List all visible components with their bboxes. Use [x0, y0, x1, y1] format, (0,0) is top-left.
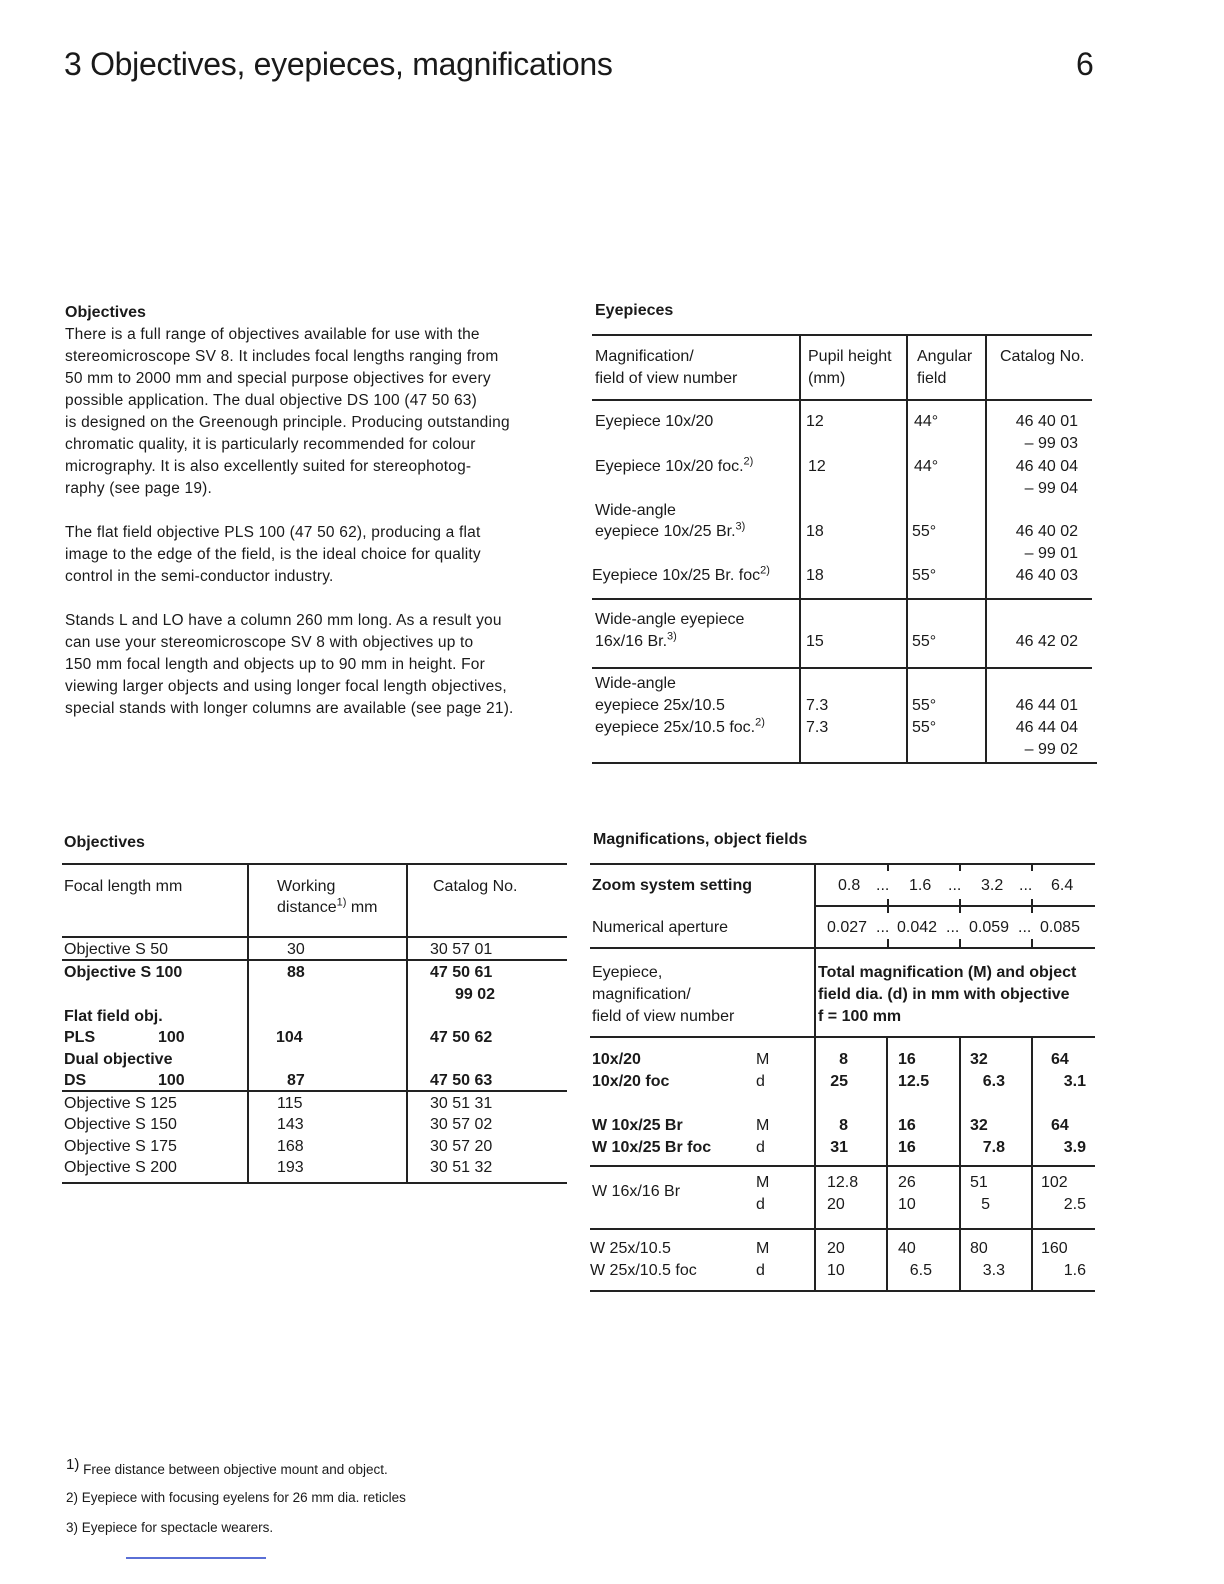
zoom-value: 3.2 [981, 877, 1004, 894]
objective-name: Objective S 175 [64, 1138, 177, 1155]
objective-catalog: 47 50 61 [430, 964, 493, 981]
eyepiece-pupil: 18 [806, 567, 824, 584]
col-header-field: field [917, 370, 947, 387]
eyepiece-pupil: 12 [806, 413, 824, 430]
mag-value: 20 [827, 1240, 845, 1257]
zoom-ellipsis: ... [876, 877, 890, 894]
objective-name: PLS [64, 1029, 96, 1046]
table-column-rule [799, 335, 801, 763]
mag-value: 6.5 [909, 1262, 932, 1279]
zoom-tick [959, 939, 961, 947]
eyepiece-angle: 55° [912, 719, 937, 736]
footnote-ref: 1) [336, 896, 347, 909]
table-column-rule [906, 335, 908, 763]
mag-value: 5 [981, 1196, 990, 1213]
objective-working-distance: 30 [287, 941, 305, 958]
objective-name: Flat field obj. [64, 1008, 163, 1025]
col-header-pupil: Pupil height [808, 348, 892, 365]
mag-value: 7.8 [982, 1139, 1005, 1156]
na-label: Numerical aperture [592, 919, 729, 936]
mag-value: 3.1 [1063, 1073, 1086, 1090]
objective-catalog: 47 50 62 [430, 1029, 493, 1046]
table-rule [590, 1165, 1095, 1167]
mag-eyepiece-name: W 10x/25 Br [592, 1117, 683, 1134]
eyepiece-name-text: eyepiece 25x/10.5 foc. [595, 719, 756, 736]
text-line: 150 mm focal length and objects up to 90 mm in height. For [65, 656, 485, 673]
eyepiece-col-label: magnification/ [592, 986, 691, 1003]
mag-type: M [756, 1117, 770, 1134]
objective-catalog: 47 50 63 [430, 1072, 493, 1089]
mag-value: 16 [898, 1139, 916, 1156]
footnote-text: Eyepiece for spectacle wearers. [81, 1520, 274, 1535]
eyepiece-catalog: – 99 04 [1024, 480, 1078, 497]
mag-eyepiece-name: 10x/20 foc [592, 1073, 670, 1090]
objective-catalog: 30 51 31 [430, 1095, 493, 1112]
eyepiece-name [595, 456, 753, 478]
na-value: 0.042 [897, 919, 938, 936]
col-header-distance [277, 897, 377, 919]
zoom-tick [959, 899, 961, 913]
na-value: 0.085 [1040, 919, 1081, 936]
objective-name: Dual objective [64, 1051, 173, 1068]
col-header-catalog: Catalog No. [1000, 348, 1085, 365]
objective-name: Objective S 150 [64, 1116, 177, 1133]
text-line: viewing larger objects and using longer focal length objectives, [65, 678, 507, 695]
text-line: micrography. It is also excellently suited for stereophotog- [65, 458, 472, 475]
eyepiece-catalog: 46 44 01 [1015, 697, 1078, 714]
eyepiece-catalog: 46 40 01 [1015, 413, 1078, 430]
mag-eyepiece-name: W 25x/10.5 foc [590, 1262, 697, 1279]
mag-type: M [756, 1240, 770, 1257]
text-line: possible application. The dual objective DS 100 (47 50 63) [65, 392, 477, 409]
col-header-catalog: Catalog No. [433, 878, 518, 895]
footnote-2 [66, 1490, 406, 1505]
table-rule [62, 1182, 567, 1184]
objectives-paragraph-1 [65, 324, 575, 500]
eyepiece-angle: 55° [912, 523, 937, 540]
mag-value: 20 [827, 1196, 845, 1213]
objective-catalog: 99 02 [455, 986, 496, 1003]
mag-type: M [756, 1174, 770, 1191]
page-title: 3 Objectives, eyepieces, magnifications [64, 46, 613, 82]
footnote-ref: 2) [755, 716, 765, 729]
table-rule [592, 399, 1092, 401]
eyepiece-name [595, 521, 745, 543]
mag-value: 64 [1051, 1051, 1069, 1068]
mag-value: 8 [839, 1117, 848, 1134]
mag-value: 2.5 [1063, 1196, 1086, 1213]
objective-working-distance: 104 [276, 1029, 303, 1046]
objective-working-distance: 88 [287, 964, 305, 981]
eyepiece-col-label: Eyepiece, [592, 964, 663, 981]
magnifications-heading: Magnifications, object fields [593, 831, 808, 848]
text-line: special stands with longer columns are available (see page 21). [65, 700, 514, 717]
mag-eyepiece-name: W 10x/25 Br foc [592, 1139, 712, 1156]
zoom-tick [887, 899, 889, 913]
total-magnification-label: Total magnification (M) and object [818, 964, 1077, 981]
table-column-rule [886, 1037, 888, 1291]
zoom-tick [1031, 939, 1033, 947]
footnote-ref: 3) [735, 520, 746, 533]
text-line: chromatic quality, it is particularly recommended for colour [65, 436, 476, 453]
table-rule [592, 334, 1092, 336]
footnote-ref: 2) [760, 564, 770, 577]
table-rule [592, 762, 1097, 764]
objective-catalog: 30 57 01 [430, 941, 493, 958]
footnote-ref: 2) [743, 455, 754, 468]
eyepiece-angle: 55° [912, 633, 937, 650]
eyepiece-name-prefix: Wide-angle eyepiece [595, 611, 745, 628]
text-line: is designed on the Greenough principle. Producing outstanding [65, 414, 510, 431]
eyepiece-pupil: 7.3 [806, 697, 829, 714]
mag-value: 16 [898, 1117, 916, 1134]
objective-name: DS [64, 1072, 87, 1089]
footer-rule [126, 1557, 266, 1559]
eyepiece-name-text: Eyepiece 10x/20 foc. [595, 458, 744, 475]
col-header-unit: mm [350, 899, 378, 916]
mag-type: d [756, 1139, 765, 1156]
mag-eyepiece-name: W 16x/16 Br [592, 1183, 681, 1200]
mag-value: 16 [898, 1051, 916, 1068]
eyepiece-catalog: 46 40 03 [1015, 567, 1078, 584]
mag-value: 25 [830, 1073, 848, 1090]
eyepieces-heading: Eyepieces [595, 302, 674, 319]
objective-working-distance: 115 [277, 1095, 303, 1112]
zoom-ellipsis: ... [948, 877, 962, 894]
mag-value: 51 [970, 1174, 988, 1191]
mag-type: d [756, 1262, 765, 1279]
objective-name: Objective S 125 [64, 1095, 177, 1112]
col-header-focal-length: Focal length mm [64, 878, 183, 895]
mag-eyepiece-name: 10x/20 [592, 1051, 641, 1068]
mag-value: 64 [1051, 1117, 1069, 1134]
na-value: 0.027 [827, 919, 868, 936]
text-line: control in the semi-conductor industry. [65, 568, 334, 585]
mag-type: d [756, 1073, 765, 1090]
objectives-paragraph-3 [65, 610, 575, 720]
mag-value: 1.6 [1063, 1262, 1086, 1279]
eyepiece-name-prefix: Wide-angle [595, 675, 676, 692]
zoom-tick [959, 863, 961, 871]
text-line: Stands L and LO have a column 260 mm long. As a result you [65, 612, 502, 629]
mag-value: 32 [970, 1117, 988, 1134]
zoom-tick [887, 939, 889, 947]
table-rule [590, 947, 1095, 949]
mag-value: 8 [839, 1051, 848, 1068]
eyepiece-catalog: 46 42 02 [1015, 633, 1078, 650]
mag-value: 26 [898, 1174, 916, 1191]
mag-value: 160 [1041, 1240, 1068, 1257]
table-rule [592, 667, 1092, 669]
table-column-rule [247, 864, 249, 1183]
col-header-angular: Angular [917, 348, 973, 365]
mag-value: 80 [970, 1240, 988, 1257]
eyepiece-pupil: 7.3 [806, 719, 829, 736]
text-line: 50 mm to 2000 mm and special purpose objectives for every [65, 370, 491, 387]
mag-value: 6.3 [982, 1073, 1005, 1090]
footnote-text: Free distance between objective mount and object. [83, 1462, 388, 1477]
na-ellipsis: ... [876, 919, 890, 936]
page-number: 6 [1076, 46, 1094, 82]
objective-catalog: 30 57 20 [430, 1138, 493, 1155]
mag-value: 102 [1041, 1174, 1068, 1191]
objective-name: Objective S 50 [64, 941, 169, 958]
mag-value: 3.3 [982, 1262, 1005, 1279]
mag-value: 32 [970, 1051, 988, 1068]
objective-focal-length: 100 [158, 1072, 185, 1089]
mag-value: 10 [898, 1196, 916, 1213]
zoom-tick [1031, 863, 1033, 871]
objective-catalog: 30 57 02 [430, 1116, 493, 1133]
footnote-mark: 2) [66, 1490, 79, 1505]
eyepiece-pupil: 18 [806, 523, 824, 540]
mag-type: M [756, 1051, 770, 1068]
eyepiece-name: Eyepiece 10x/20 [595, 413, 714, 430]
table-rule [592, 598, 1092, 600]
zoom-ellipsis: ... [1019, 877, 1033, 894]
eyepiece-name-text: Eyepiece 10x/25 Br. foc [592, 567, 761, 584]
total-magnification-label: f = 100 mm [818, 1008, 902, 1025]
table-rule [590, 1290, 1095, 1292]
mag-value: 40 [898, 1240, 916, 1257]
table-rule [590, 863, 1095, 865]
eyepiece-catalog: 46 40 02 [1015, 523, 1078, 540]
mag-value: 31 [830, 1139, 848, 1156]
eyepiece-catalog: 46 44 04 [1015, 719, 1078, 736]
text-line: can use your stereomicroscope SV 8 with objectives up to [65, 634, 474, 651]
table-rule [590, 1036, 1095, 1038]
na-ellipsis: ... [1018, 919, 1032, 936]
objective-name: Objective S 100 [64, 964, 183, 981]
zoom-value: 6.4 [1051, 877, 1074, 894]
col-header-fov: field of view number [595, 370, 738, 387]
eyepiece-name [595, 631, 677, 653]
footnote-mark: 3) [66, 1520, 79, 1535]
eyepiece-col-label: field of view number [592, 1008, 735, 1025]
objectives-text-body [65, 324, 575, 742]
objectives-paragraph-2 [65, 522, 575, 588]
mag-eyepiece-name: W 25x/10.5 [590, 1240, 671, 1257]
eyepiece-angle: 44° [914, 413, 939, 430]
text-line: image to the edge of the field, is the ideal choice for quality [65, 546, 481, 563]
table-column-rule [406, 864, 408, 1183]
objective-working-distance: 168 [277, 1138, 304, 1155]
mag-value: 3.9 [1063, 1139, 1086, 1156]
objective-focal-length: 100 [158, 1029, 185, 1046]
table-rule [814, 905, 1095, 907]
footnote-3 [66, 1520, 273, 1535]
eyepiece-angle: 55° [912, 567, 937, 584]
objectives-table-heading: Objectives [64, 834, 145, 851]
objective-working-distance: 193 [277, 1159, 304, 1176]
col-header-pupil-unit: (mm) [808, 370, 846, 387]
na-ellipsis: ... [946, 919, 960, 936]
eyepiece-name-text: 16x/16 Br. [595, 633, 668, 650]
zoom-value: 0.8 [838, 877, 861, 894]
text-line: raphy (see page 19). [65, 480, 213, 497]
text-line: The flat field objective PLS 100 (47 50 62), producing a flat [65, 524, 481, 541]
col-header-magnification: Magnification/ [595, 348, 694, 365]
objective-working-distance: 143 [277, 1116, 304, 1133]
eyepiece-name [592, 565, 770, 587]
objectives-text-heading: Objectives [65, 304, 146, 321]
mag-value: 12.5 [898, 1073, 930, 1090]
objective-catalog: 30 51 32 [430, 1159, 493, 1176]
eyepiece-catalog: – 99 01 [1024, 545, 1078, 562]
na-value: 0.059 [969, 919, 1010, 936]
text-line: stereomicroscope SV 8. It includes focal lengths ranging from [65, 348, 499, 365]
mag-value: 12.8 [827, 1174, 859, 1191]
footnote-ref: 3) [667, 630, 677, 643]
table-column-rule [985, 335, 987, 763]
footnote-text: Eyepiece with focusing eyelens for 26 mm dia. reticles [81, 1490, 406, 1505]
eyepiece-catalog: – 99 02 [1024, 741, 1078, 758]
col-header-working: Working [277, 878, 336, 895]
objective-name: Objective S 200 [64, 1159, 177, 1176]
table-rule [62, 936, 567, 938]
eyepiece-catalog: – 99 03 [1024, 435, 1078, 452]
mag-value: 10 [827, 1262, 845, 1279]
eyepiece-name [595, 717, 765, 739]
table-rule [62, 863, 567, 865]
col-header-distance-text: distance [277, 899, 337, 916]
eyepiece-name-text: eyepiece 10x/25 Br. [595, 523, 736, 540]
zoom-value: 1.6 [909, 877, 932, 894]
eyepiece-name-prefix: Wide-angle [595, 502, 676, 519]
eyepiece-catalog: 46 40 04 [1015, 458, 1078, 475]
zoom-label: Zoom system setting [592, 877, 753, 894]
zoom-tick [1031, 899, 1033, 913]
table-rule [590, 1228, 1095, 1230]
eyepiece-angle: 55° [912, 697, 937, 714]
eyepiece-name: eyepiece 25x/10.5 [595, 697, 725, 714]
mag-type: d [756, 1196, 765, 1213]
zoom-tick [887, 863, 889, 871]
text-line: There is a full range of objectives available for use with the [65, 326, 480, 343]
eyepiece-pupil: 12 [808, 458, 826, 475]
footnote-1 [66, 1456, 388, 1477]
footnote-mark: 1) [66, 1456, 80, 1473]
objective-working-distance: 87 [287, 1072, 305, 1089]
eyepiece-angle: 44° [914, 458, 939, 475]
total-magnification-label: field dia. (d) in mm with objective [818, 986, 1070, 1003]
eyepiece-pupil: 15 [806, 633, 824, 650]
